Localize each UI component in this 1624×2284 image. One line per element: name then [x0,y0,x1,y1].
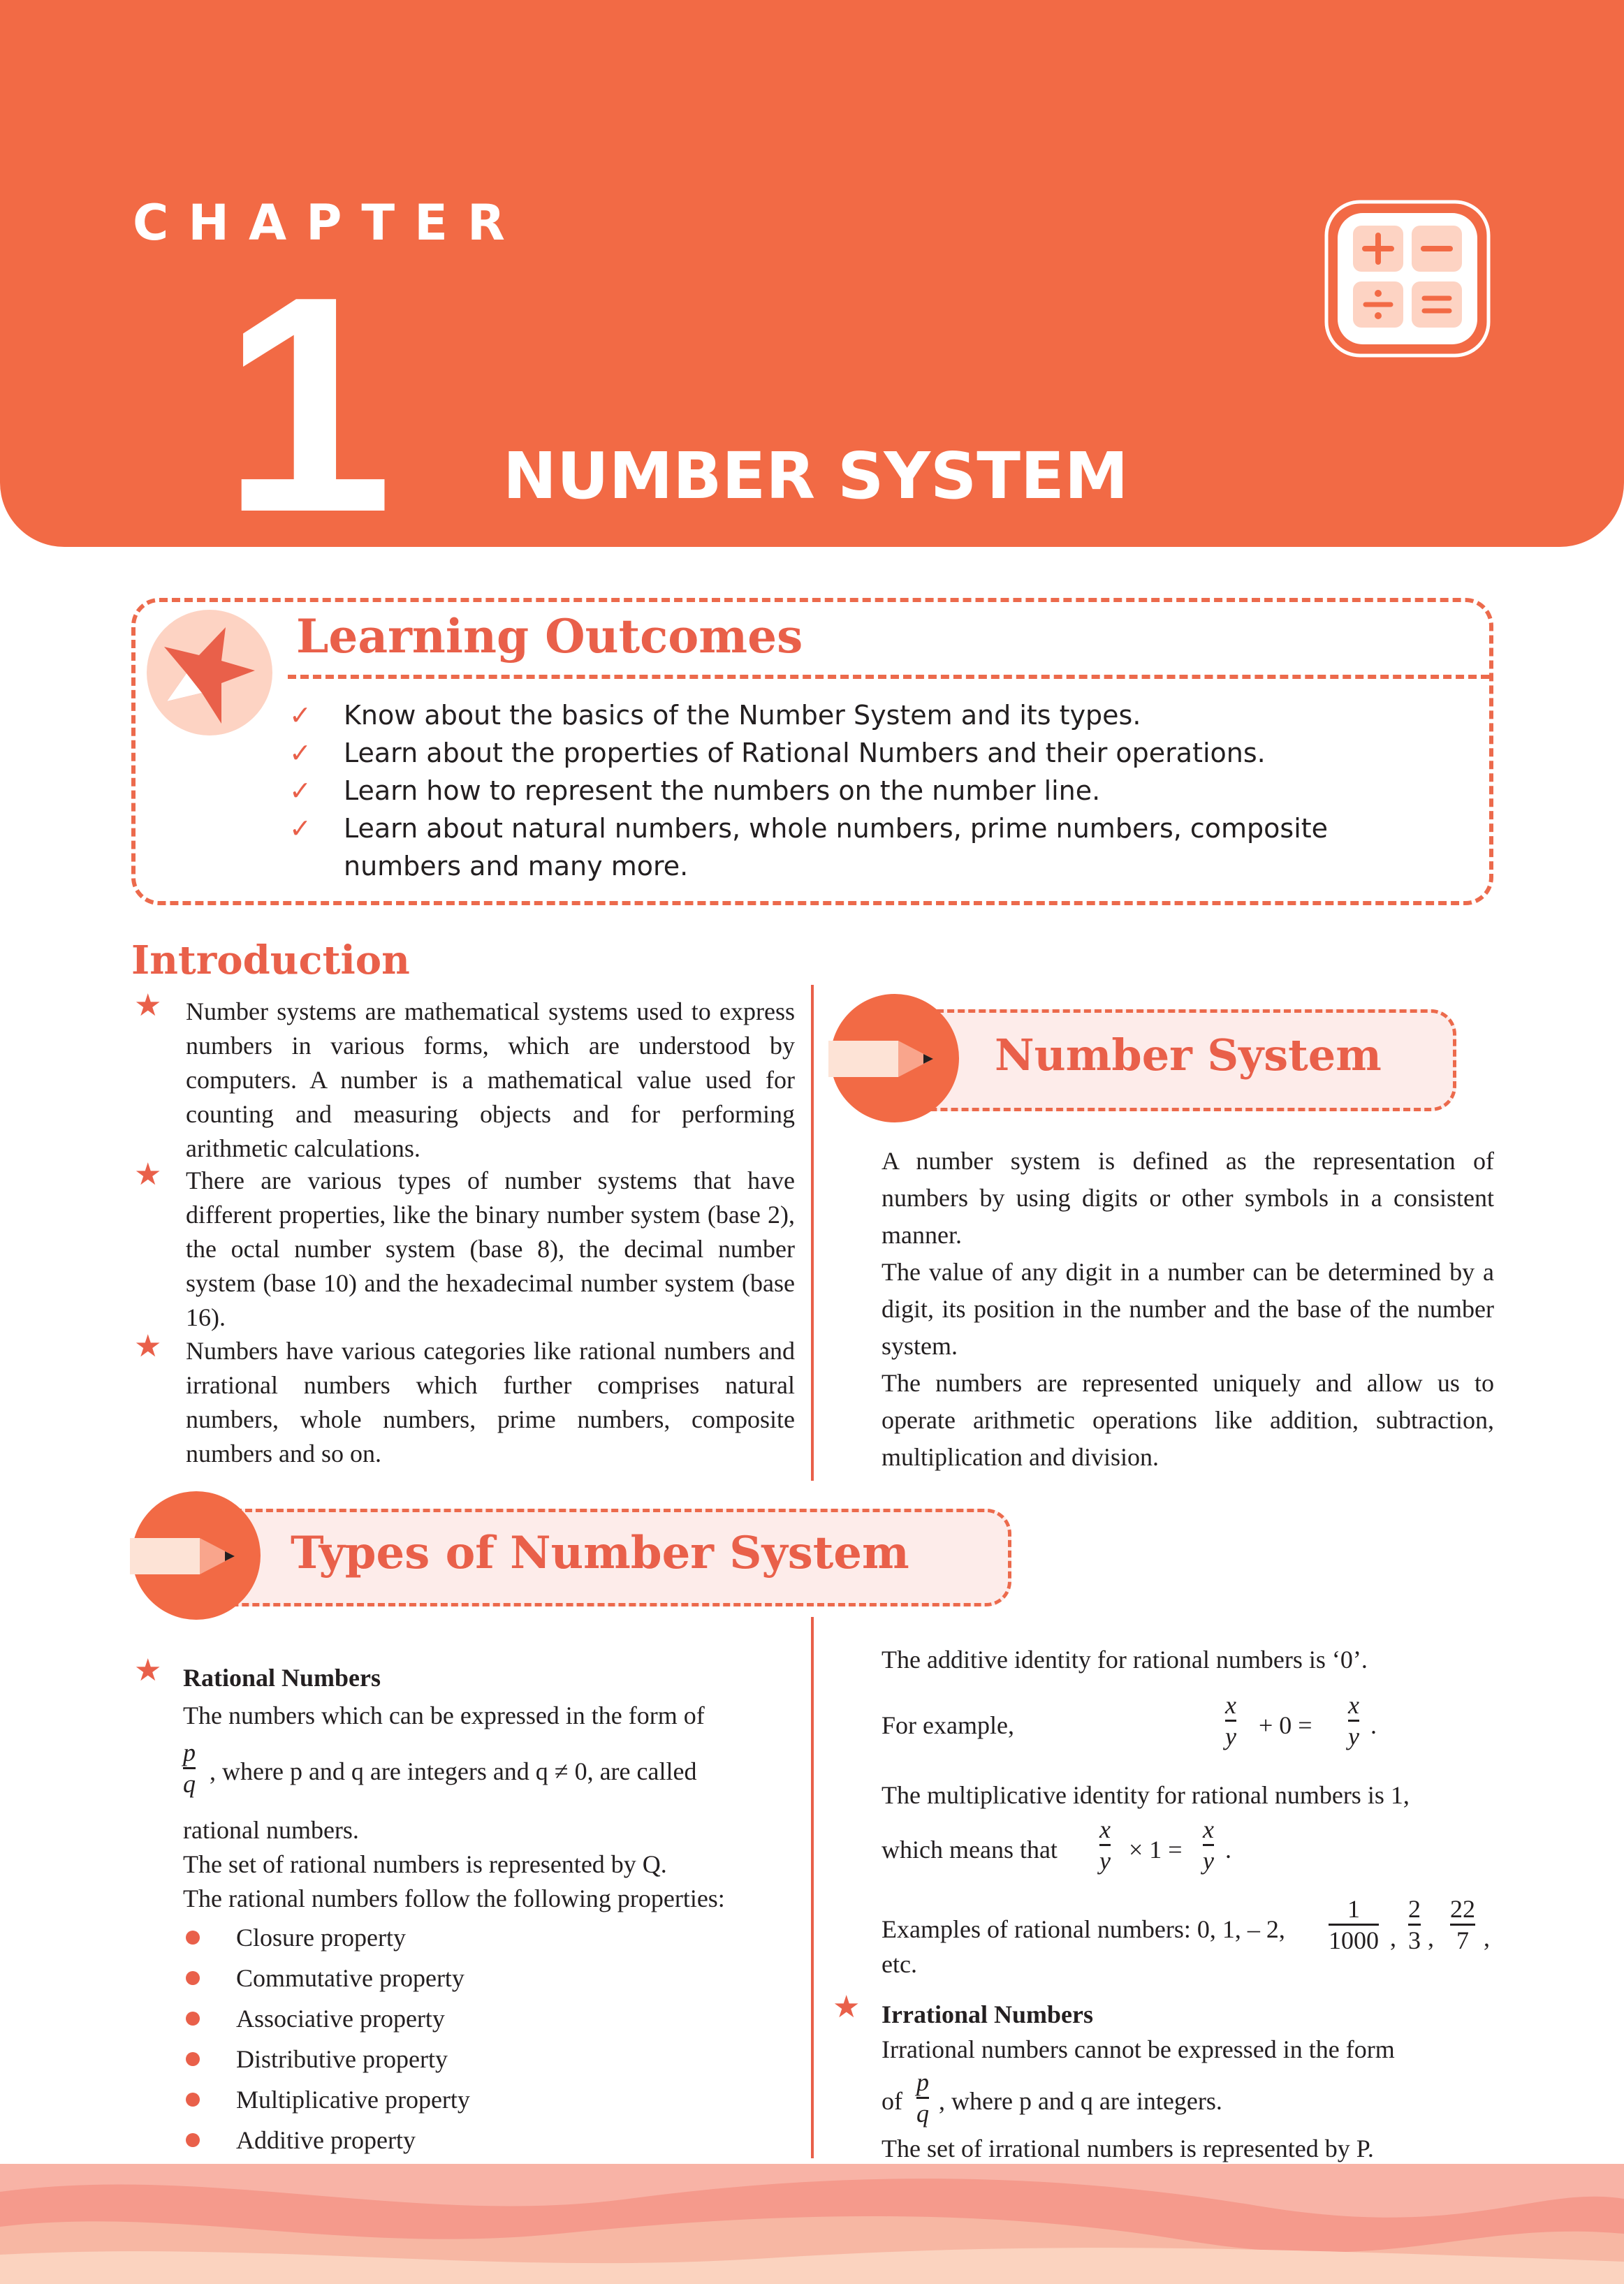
chapter-header [0,0,1624,576]
number-system-paragraph-2: The value of any digit in a number can be determined by a digit, its position in the number and the base of the number system. [882,1258,1494,1360]
list-item: Multiplicative property [182,2079,470,2120]
equation-operator: × 1 = [1129,1836,1183,1864]
learning-outcomes-title: Learning Outcomes [296,609,803,664]
fraction-x-over-y: x y [1225,1691,1236,1750]
chapter-number: 1 [222,233,393,576]
number-system-title: Number System [995,1030,1382,1081]
equation-period: . [1370,1711,1377,1739]
list-item: ✓ Know about the basics of the Number System and its types. [286,696,1446,734]
star-bullet-icon: ★ [134,1329,162,1363]
equation-period: . [1225,1836,1231,1864]
fraction-x-over-y: x y [1099,1815,1111,1875]
list-item: Additive property [182,2120,470,2160]
properties-list [182,1917,470,2160]
learning-outcomes-list [286,696,1446,885]
irrational-set-line: The set of irrational numbers is represented by P. [882,2135,1374,2162]
irrational-definition-line: , where p and q are integers. [939,2087,1222,2115]
list-item: ✓ Learn how to represent the numbers on the number line. [286,772,1446,810]
chapter-label: CHAPTER [133,194,525,251]
footer-wave-decoration [0,2164,1624,2284]
comma: , [1484,1924,1490,1952]
column-divider [811,985,814,1481]
rational-properties-intro: The rational numbers follow the following properties: [183,1884,725,1912]
irrational-numbers-heading: Irrational Numbers [882,2000,1093,2028]
check-icon: ✓ [289,700,312,731]
fraction-2-over-3: 2 3 [1408,1895,1421,1954]
bullet-dot-icon [186,2012,200,2026]
column-divider [811,1617,814,2158]
pencil-badge-icon [828,992,961,1125]
check-icon: ✓ [289,775,312,806]
equation-operator: + 0 = [1259,1711,1312,1739]
star-bullet-icon: ★ [134,1157,162,1192]
fraction-p-over-q: p q [916,2068,929,2128]
for-example-label: For example, [882,1711,1014,1739]
fraction-x-over-y: x y [1348,1691,1359,1750]
list-item: ✓ Learn about natural numbers, whole numbers, prime numbers, composite numbers and many more. [286,810,1446,885]
additive-identity-line: The additive identity for rational numbers is ‘0’. [882,1646,1368,1674]
rational-definition-line: rational numbers. [183,1816,359,1844]
multiplicative-identity-line: The multiplicative identity for rational numbers is 1, [882,1781,1410,1809]
pencil-badge-icon [130,1489,263,1622]
rational-set-line: The set of rational numbers is represented by Q. [183,1850,667,1878]
number-system-paragraph-3: The numbers are represented uniquely and allow us to operate arithmetic operations like addition, subtraction, multiplication and division. [882,1369,1494,1471]
intro-point-3: Numbers have various categories like rational numbers and irrational numbers which further comprises natural numbers, whole numbers, prime numbers, composite numbers and so on. [186,1337,795,1467]
star-bullet-icon: ★ [833,1990,861,2024]
list-item: ✓ Learn about the properties of Rational Numbers and their operations. [286,734,1446,772]
irrational-definition-line: Irrational numbers cannot be expressed in the form [882,2035,1395,2063]
star-bullet-icon: ★ [134,988,162,1023]
introduction-title: Introduction [131,937,410,983]
fraction-p-over-q: p q [183,1738,196,1798]
fraction-x-over-y: x y [1203,1815,1214,1875]
chapter-title: NUMBER SYSTEM [503,439,1129,513]
bullet-dot-icon [186,1971,200,1985]
multiplicative-identity-line: which means that [882,1836,1058,1864]
check-icon: ✓ [289,813,312,844]
etc-label: etc. [882,1950,917,1978]
fraction-1-over-1000: 1 1000 [1329,1895,1379,1954]
comma: , [1428,1924,1434,1952]
fraction-22-over-7: 22 7 [1450,1895,1475,1954]
list-item: Associative property [182,1998,470,2039]
star-badge-icon [143,606,276,739]
bullet-dot-icon [186,2093,200,2107]
bullet-dot-icon [186,2052,200,2066]
rational-definition-line: , where p and q are integers and q ≠ 0, are called [210,1757,697,1785]
intro-point-2: There are various types of number systems that have different properties, like the binary number system (base 2), the octal number system (base 8), the decimal number system (base 10) and the hexadecimal number system (base 16). [186,1166,795,1331]
calculator-operators-icon [1324,199,1491,358]
list-item: Closure property [182,1917,470,1958]
check-icon: ✓ [289,738,312,768]
bullet-dot-icon [186,2133,200,2147]
comma: , [1390,1924,1396,1952]
list-item: Distributive property [182,2039,470,2079]
types-title: Types of Number System [291,1527,909,1579]
number-system-paragraph-1: A number system is defined as the representation of numbers by using digits or other symbols in a consistent manner. [882,1147,1494,1249]
rational-definition-line: The numbers which can be expressed in the form of [183,1701,705,1729]
bullet-dot-icon [186,1931,200,1945]
rational-examples-label: Examples of rational numbers: 0, 1, – 2, [882,1915,1285,1943]
star-bullet-icon: ★ [134,1653,162,1688]
intro-point-1: Number systems are mathematical systems used to express numbers in various forms, which are understood by computers. A number is a mathematical value used for counting and measuring objects and for performing arithmetic calculations. [186,997,795,1162]
list-item: Commutative property [182,1958,470,1998]
irrational-of-label: of [882,2087,902,2115]
rational-numbers-heading: Rational Numbers [183,1664,381,1692]
learning-outcomes-divider [288,675,1489,679]
